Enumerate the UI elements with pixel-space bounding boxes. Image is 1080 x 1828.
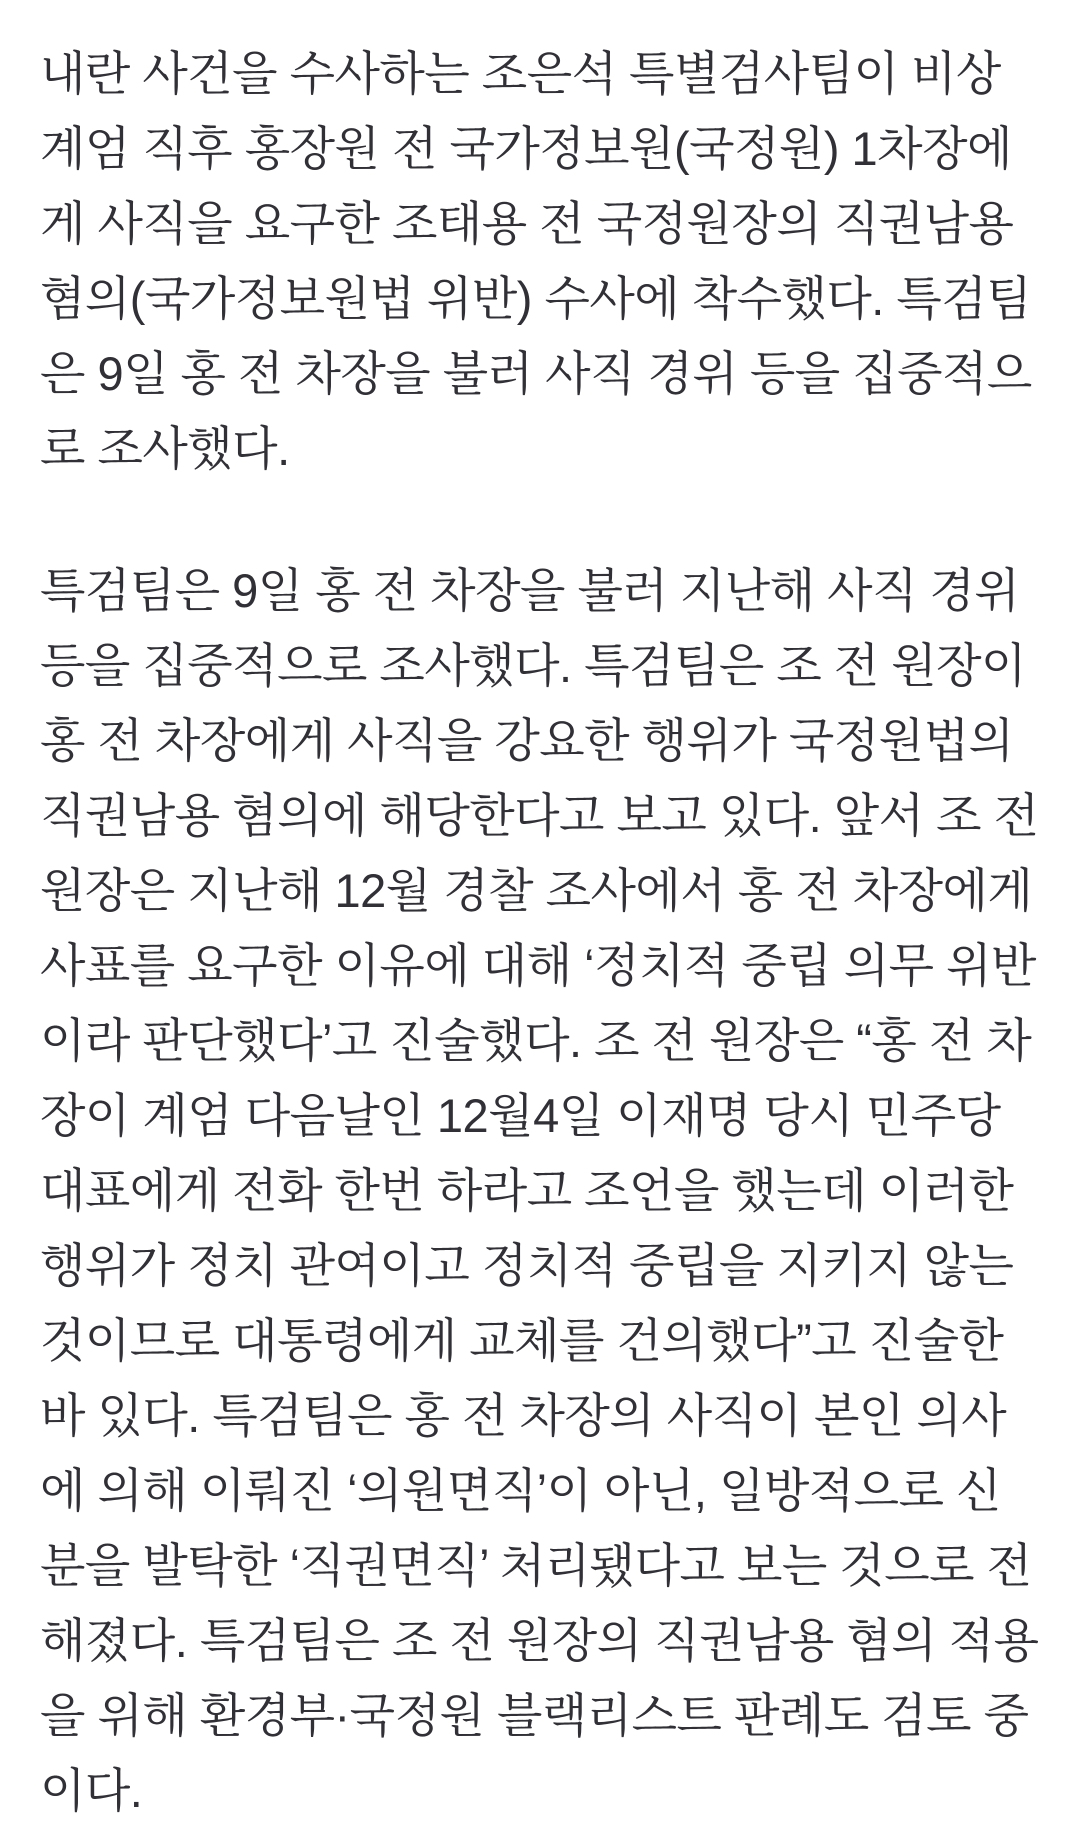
article-paragraph-1: 내란 사건을 수사하는 조은석 특별검사팀이 비상계엄 직후 홍장원 전 국가정보원(국정원) 1차장에게 사직을 요구한 조태용 전 국정원장의 직권남용 혐의(국가정보원법 위반) 수사에 착수했다. 특검팀은 9일 홍 전 차장을 불러 사직 경위 등을 집중적으로 조사했다. — [40, 47, 1032, 475]
article-paragraph-2: 특검팀은 9일 홍 전 차장을 불러 지난해 사직 경위 등을 집중적으로 조사했다. 특검팀은 조 전 원장이 홍 전 차장에게 사직을 강요한 행위가 국정원법의 직권남용 혐의에 해당한다고 보고 있다. 앞서 조 전 원장은 지난해 12월 경찰 조사에서 홍 전 차장에게 사표를 요구한 이유에 대해 ‘정치적 중립 의무 위반이라 판단했다’고 진술했다. 조 전 원장은 “홍 전 차장이 계엄 다음날인 12월4일 이재명 당시 민주당 대표에게 전화 한번 하라고 조언을 했는데 이러한 행위가 정치 관여이고 정치적 중립을 지키지 않는 것이므로 대통령에게 교체를 건의했다”고 진술한 바 있다. 특검팀은 홍 전 차장의 사직이 본인 의사에 의해 이뤄진 ‘의원면직’이 아닌, 일방적으로 신분을 발탁한 ‘직권면직’ 처리됐다고 보는 것으로 전해졌다. 특검팀은 조 전 원장의 직권남용 혐의 적용을 위해 환경부·국정원 블랙리스트 판례도 검토 중이다. — [40, 564, 1039, 1817]
